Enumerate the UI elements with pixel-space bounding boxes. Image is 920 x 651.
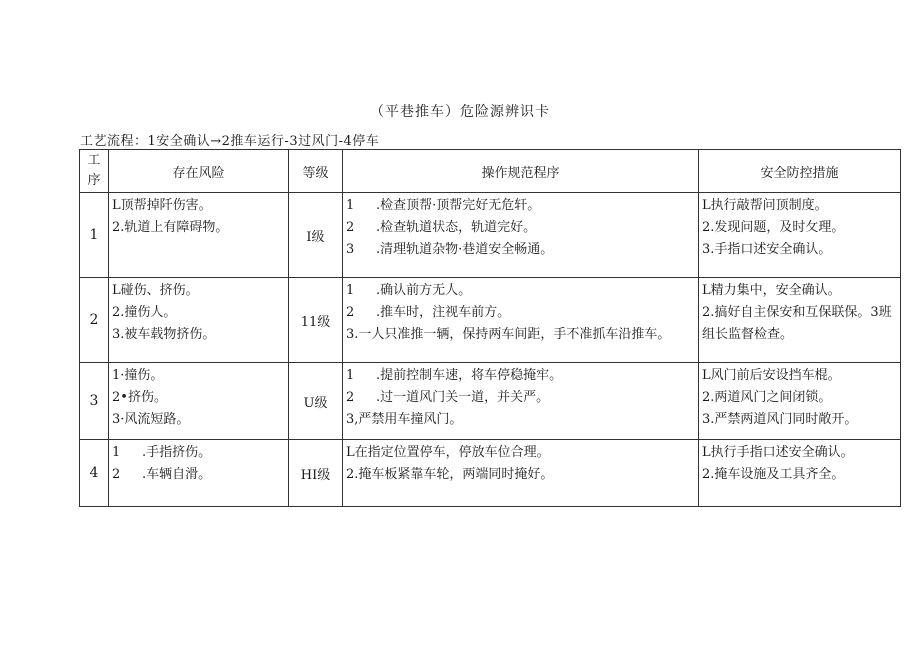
header-seq-line1: 工 [87, 153, 101, 168]
procedure-item: 3.一人只准推一辆，保持两车间距，手不准抓车沿推车。 [346, 327, 671, 342]
risk-item: 2.轨道上有障碍物。 [112, 220, 229, 235]
measures-cell [699, 363, 901, 440]
risk-cell [109, 440, 289, 507]
risk-cell [109, 363, 289, 440]
measures-cell [699, 278, 901, 363]
seq-cell: 4 [80, 440, 109, 507]
procedure-cell [343, 278, 699, 363]
measure-item: 2.搞好自主保安和互保联保。3班组长监督检查。 [702, 305, 892, 342]
procedure-cell [343, 440, 699, 507]
risk-cell [109, 193, 289, 278]
procedure-item: 2 .推车时，注视车前方。 [346, 305, 511, 320]
measure-item: 3.严禁两道风门同时敞开。 [702, 412, 858, 427]
procedure-item: 1 .检查顶帮·顶帮完好无危轩。 [346, 198, 541, 213]
level-cell: U级 [289, 363, 343, 440]
risk-cell [109, 278, 289, 363]
procedure-item: 2.掩车板紧靠车轮，两端同时掩好。 [346, 467, 554, 482]
risk-item: 2 .车辆自滑。 [112, 467, 212, 482]
seq-cell: 3 [80, 363, 109, 440]
level-cell: 11级 [289, 278, 343, 363]
page-title: （平巷推车）危险源辨识卡 [370, 104, 550, 120]
measures-cell [699, 193, 901, 278]
header-procedure: 操作规范程序 [343, 150, 699, 193]
table-row [80, 193, 901, 278]
table-row [80, 363, 901, 440]
table-header-row [80, 150, 901, 193]
procedure-item: 1 .提前控制车速，将车停稳掩牢。 [346, 368, 563, 383]
measure-item: L精力集中，安全确认。 [702, 283, 841, 298]
level-cell: Ⅰ级 [289, 193, 343, 278]
measure-item: L执行敲帮问顶制度。 [702, 198, 828, 213]
table-row [80, 278, 901, 363]
procedure-item: 1 .确认前方无人。 [346, 283, 472, 298]
procedure-cell [343, 193, 699, 278]
risk-item: 1 .手指挤伤。 [112, 445, 212, 460]
procedure-item: 2 .检查轨道状态，轨道完好。 [346, 220, 537, 235]
risk-item: 3·风流短路。 [112, 412, 190, 427]
header-seq-line2: 序 [87, 173, 101, 188]
procedure-item: 2 .过一道风门关一道，并关严。 [346, 390, 550, 405]
measure-item: L执行手指口述安全确认。 [702, 445, 854, 460]
risk-item: 3.被车载物挤伤。 [112, 327, 216, 342]
risk-item: L顶帮掉阡伤害。 [112, 198, 212, 213]
procedure-item: 3,严禁用车撞风门。 [346, 412, 463, 427]
seq-cell: 2 [80, 278, 109, 363]
process-flow: 工艺流程：1安全确认→2推车运行-3过风门-4停车 [80, 134, 380, 149]
header-measures: 安全防控措施 [699, 150, 901, 193]
procedure-cell [343, 363, 699, 440]
measures-cell [699, 440, 901, 507]
risk-item: 2.撞伤人。 [112, 305, 177, 320]
header-risk: 存在风险 [109, 150, 289, 193]
table-row [80, 440, 901, 507]
measure-item: 2.两道风门之间闭锁。 [702, 390, 832, 405]
hazard-table [79, 149, 901, 507]
level-cell: HI级 [289, 440, 343, 507]
procedure-item: L在指定位置停车，停放车位合理。 [346, 445, 550, 460]
measure-item: 2.掩车设施及工具齐全。 [702, 467, 845, 482]
measure-item: 3.手指口述安全确认。 [702, 242, 832, 257]
measure-item: 2.发现问题，及时攵理。 [702, 220, 845, 235]
procedure-item: 3 .清理轨道杂物·巷道安全畅通。 [346, 242, 554, 257]
risk-item: L碰伤、挤伤。 [112, 283, 199, 298]
risk-item: 2•挤伤。 [112, 390, 167, 405]
header-seq [80, 150, 109, 193]
risk-item: 1·撞伤。 [112, 368, 164, 383]
measure-item: L风门前后安设挡车棍。 [702, 368, 841, 383]
seq-cell: 1 [80, 193, 109, 278]
header-level: 等级 [289, 150, 343, 193]
